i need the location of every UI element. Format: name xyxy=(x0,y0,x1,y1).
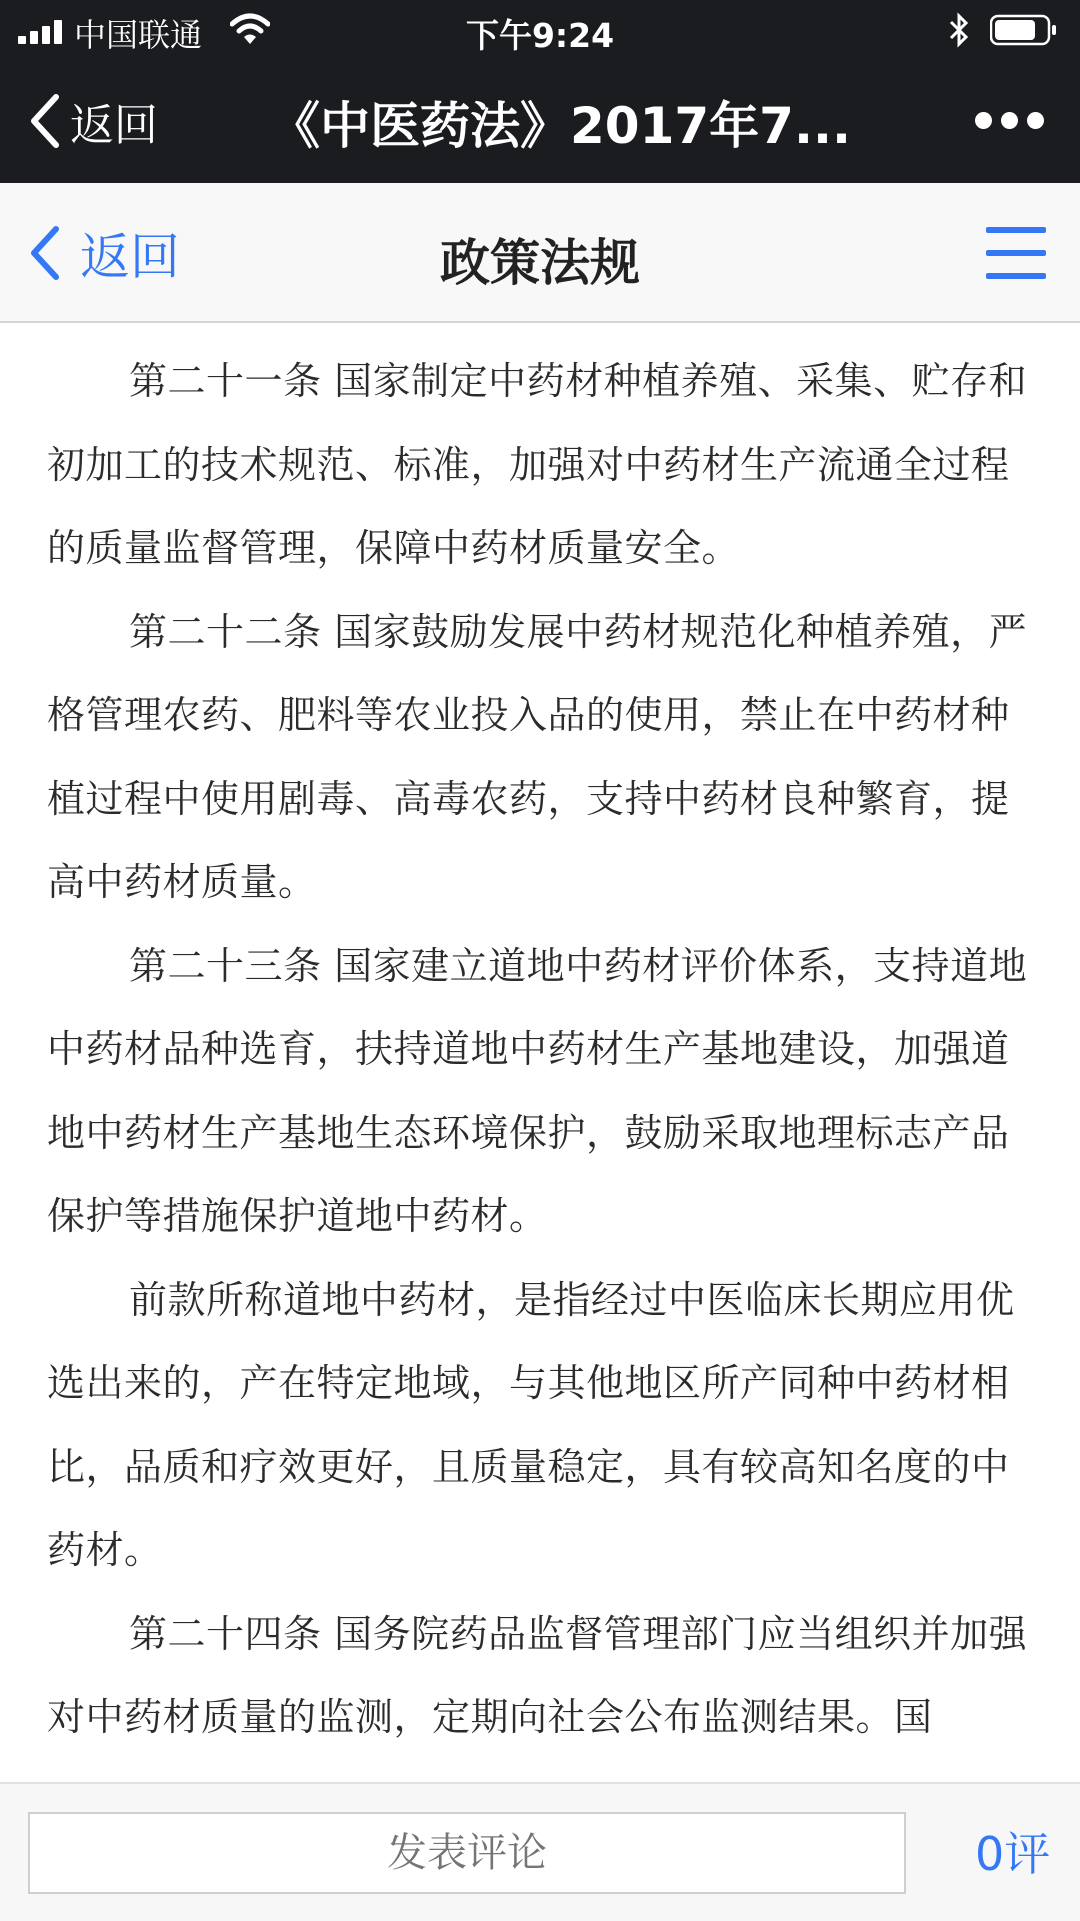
article-paragraph: 前款所称道地中药材，是指经过中医临床长期应用优选出来的，产在特定地域，与其他地区所产同种中药材相比，品质和疗效更好，且质量稳定，具有较高知名度的中药材。 xyxy=(47,1277,1015,1572)
page-title: 政策法规 xyxy=(440,234,640,292)
carrier-label: 中国联通 xyxy=(74,16,203,54)
chevron-left-icon xyxy=(28,93,62,149)
wechat-page-title: 《中医药法》2017年7... xyxy=(270,97,851,155)
wechat-back-label: 返回 xyxy=(70,100,158,151)
article-body xyxy=(47,340,1037,1782)
article-paragraph: 第二十一条 国家制定中药材种植养殖、采集、贮存和初加工的技术规范、标准，加强对中药材生产流通全过程的质量监督管理，保障中药材质量安全。 xyxy=(47,359,1028,570)
wechat-back-button[interactable] xyxy=(28,88,158,154)
article-paragraph: 第二十三条 国家建立道地中药材评价体系，支持道地中药材品种选育，扶持道地中药材生产基地建设，加强道地中药材生产基地生态环境保护，鼓励采取地理标志产品保护等措施保护道地中药材。 xyxy=(47,943,1028,1238)
wechat-title-bar xyxy=(0,60,1080,183)
menu-icon[interactable] xyxy=(986,227,1046,279)
status-time: 下午9:24 xyxy=(465,16,615,55)
comment-bar xyxy=(0,1782,1080,1921)
article-paragraph: 第二十四条 国务院药品监督管理部门应当组织并加强对中药材质量的监测，定期向社会公布监测结果。国 xyxy=(47,1611,1028,1739)
wechat-header xyxy=(0,0,1080,183)
article-paragraph: 第二十二条 国家鼓励发展中药材规范化种植养殖，严格管理农药、肥料等农业投入品的使用，禁止在中药材种植过程中使用剧毒、高毒农药，支持中药材良种繁育，提高中药材质量。 xyxy=(47,609,1028,904)
comment-count-button[interactable]: 0评 xyxy=(975,1827,1051,1881)
page-nav-bar xyxy=(0,183,1080,323)
page-back-label: 返回 xyxy=(80,228,180,286)
bluetooth-icon xyxy=(948,12,970,48)
more-options-icon[interactable] xyxy=(975,112,1045,132)
battery-icon xyxy=(990,14,1058,46)
comment-input[interactable] xyxy=(28,1812,906,1894)
status-bar xyxy=(0,0,1080,60)
